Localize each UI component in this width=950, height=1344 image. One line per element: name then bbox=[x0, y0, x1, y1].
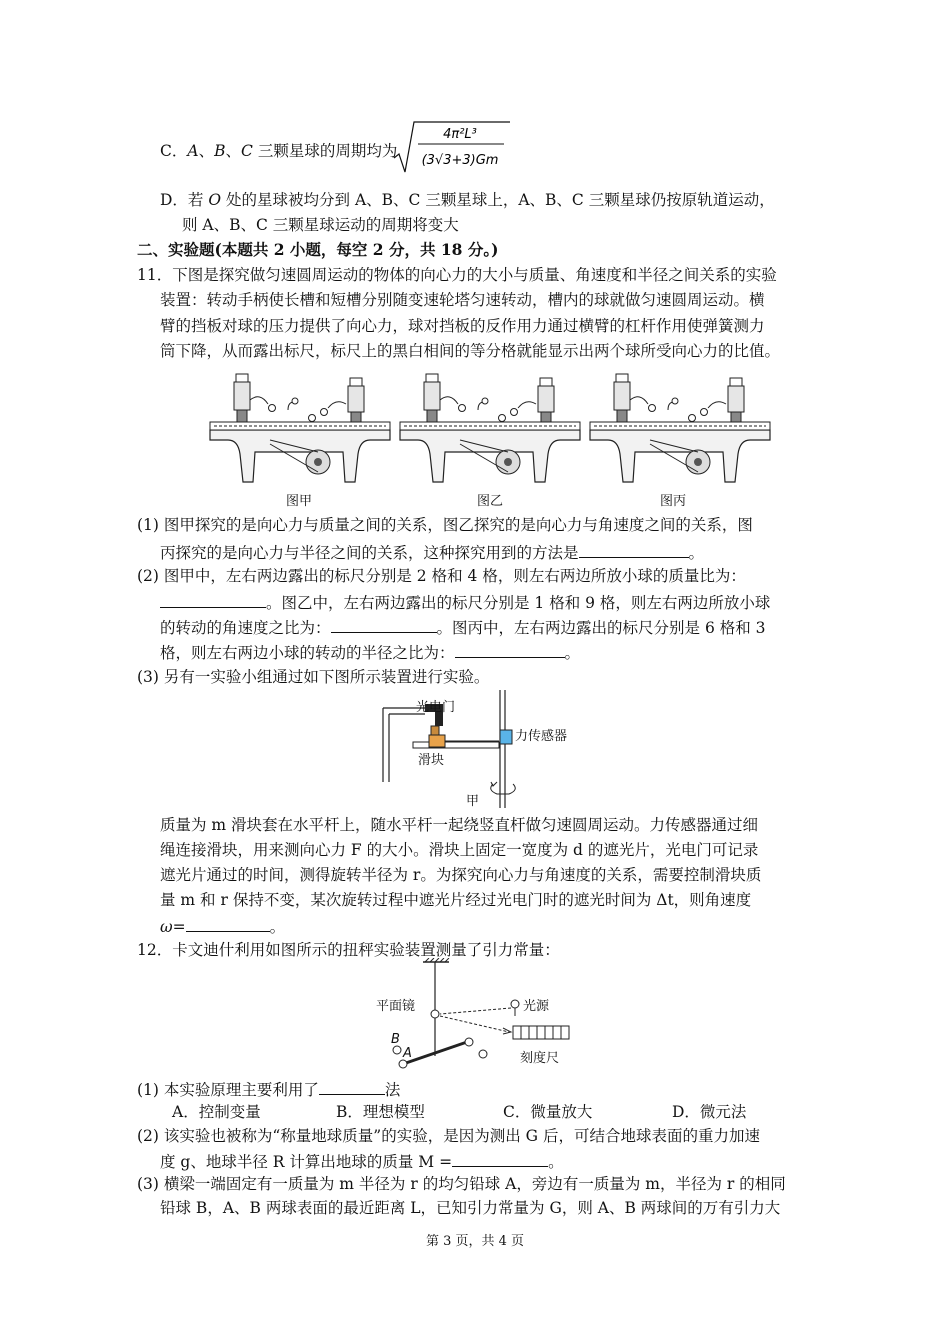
answer-blank-mass-ratio[interactable] bbox=[160, 591, 266, 608]
q12-option-b: B．理想模型 bbox=[336, 1103, 425, 1121]
formula-numerator: 4π²L³ bbox=[443, 127, 477, 142]
q11-part1-line1: (1) 图甲探究的是向心力与质量之间的关系，图乙探究的是向心力与角速度之间的关系，图 bbox=[137, 516, 753, 534]
q11-part3-line3: 遮光片通过的时间，测得旋转半径为 r。为探究向心力与角速度的关系，需要控制滑块质 bbox=[160, 866, 762, 884]
label-jia-fig2: 甲 bbox=[466, 794, 480, 809]
q12-part2-line2: 度 g、地球半径 R 计算出地球的质量 M = 。 bbox=[160, 1150, 564, 1172]
answer-blank-omega[interactable] bbox=[186, 915, 270, 932]
q12-option-c: C．微量放大 bbox=[503, 1103, 593, 1121]
q12-option-d: D．微元法 bbox=[672, 1103, 747, 1121]
section-heading: 二、实验题(本题共 2 小题，每空 2 分，共 18 分。) bbox=[137, 240, 499, 259]
q12-intro: 12．卡文迪什利用如图所示的扭秤实验装置测量了引力常量： bbox=[137, 941, 560, 959]
page-footer: 第 3 页，共 4 页 bbox=[425, 1234, 525, 1249]
q11-intro-3: 臂的挡板对球的压力提供了向心力，球对挡板的反作用力通过横臂的杠杆作用使弹簧测力 bbox=[160, 317, 765, 335]
label-ball-a: A bbox=[403, 1046, 412, 1061]
apparatus-figures bbox=[200, 370, 800, 490]
q11-part2-line2: 。图乙中，左右两边露出的标尺分别是 1 格和 9 格，则左右两边所放小球 bbox=[160, 591, 770, 613]
answer-blank-method[interactable] bbox=[579, 541, 689, 558]
formula-denominator: (3√3+3)Gm bbox=[421, 153, 499, 168]
q10-option-d-line1: D．若 O 处的星球被均分到 A、B、C 三颗星球上，A、B、C 三颗星球仍按原轨道运动， bbox=[160, 191, 775, 209]
q11-intro-2: 装置：转动手柄使长槽和短槽分别随变速轮塔匀速转动，槽内的球就做匀速圆周运动。横 bbox=[160, 291, 765, 309]
fig-label-bing: 图丙 bbox=[660, 494, 687, 509]
q12-part3-line1: (3) 横梁一端固定有一质量为 m 半径为 r 的均匀铅球 A，旁边有一质量为 m，半径为 r 的相同 bbox=[137, 1175, 786, 1193]
q11-part3-line2: 绳连接滑块，用来测向心力 F 的大小。滑块上固定一宽度为 d 的遮光片，光电门可记录 bbox=[160, 841, 759, 859]
label-light-source: 光源 bbox=[523, 999, 550, 1014]
q11-part2-line3: 的转动的角速度之比为： 。图丙中，左右两边露出的标尺分别是 6 格和 3 bbox=[160, 616, 766, 638]
period-formula bbox=[392, 118, 512, 176]
q10-option-c: C．A、B、C 三颗星球的周期均为 bbox=[160, 142, 398, 160]
q12-option-a: A．控制变量 bbox=[172, 1103, 261, 1121]
answer-blank-earth-mass[interactable] bbox=[452, 1150, 548, 1167]
q11-part2-line4: 格，则左右两边小球的转动的半径之比为： 。 bbox=[160, 641, 580, 663]
label-ball-b: B bbox=[391, 1032, 400, 1047]
label-mirror: 平面镜 bbox=[376, 999, 416, 1014]
q11-part3-line4: 量 m 和 r 保持不变，某次旋转过程中遮光片经过光电门时的遮光时间为 Δt，则角速度 bbox=[160, 891, 752, 909]
q12-part2-line1: (2) 该实验也被称为“称量地球质量”的实验，是因为测出 G 后，可结合地球表面的重力加速 bbox=[137, 1127, 760, 1145]
q11-part3-line5: ω= 。 bbox=[160, 915, 285, 937]
label-photogate: 光电门 bbox=[416, 700, 456, 715]
label-force-sensor: 力传感器 bbox=[515, 729, 568, 744]
answer-blank-omega-ratio[interactable] bbox=[331, 616, 437, 633]
q11-intro-4: 筒下降，从而露出标尺，标尺上的黑白相间的等分格就能显示出两个球所受向心力的比值。 bbox=[160, 342, 781, 360]
fig-label-yi: 图乙 bbox=[477, 494, 504, 509]
answer-blank-radius-ratio[interactable] bbox=[455, 641, 565, 658]
answer-blank-principle[interactable] bbox=[319, 1078, 385, 1095]
label-slider: 滑块 bbox=[418, 753, 445, 768]
q11-part3-title: (3) 另有一实验小组通过如下图所示装置进行实验。 bbox=[137, 668, 490, 686]
q11-part1-line2: 丙探究的是向心力与半径之间的关系，这种探究用到的方法是 。 bbox=[160, 541, 704, 563]
fig-label-jia: 图甲 bbox=[286, 494, 313, 509]
q11-intro-1: 11．下图是探究做匀速圆周运动的物体的向心力的大小与质量、角速度和半径之间关系的实验 bbox=[137, 266, 777, 284]
q12-part1: (1) 本实验原理主要利用了 法 bbox=[137, 1078, 400, 1100]
q10-option-d-line2: 则 A、B、C 三颗星球运动的周期将变大 bbox=[182, 216, 459, 234]
label-scale: 刻度尺 bbox=[520, 1051, 560, 1066]
q12-part3-line2: 铅球 B，A、B 两球表面的最近距离 L，已知引力常量为 G，则 A、B 两球间的万有引力大 bbox=[160, 1199, 781, 1217]
q11-part3-line1: 质量为 m 滑块套在水平杆上，随水平杆一起绕竖直杆做匀速圆周运动。力传感器通过细 bbox=[160, 816, 759, 834]
q11-part2-line1: (2) 图甲中，左右两边露出的标尺分别是 2 格和 4 格，则左右两边所放小球的质量比为： bbox=[137, 567, 746, 585]
